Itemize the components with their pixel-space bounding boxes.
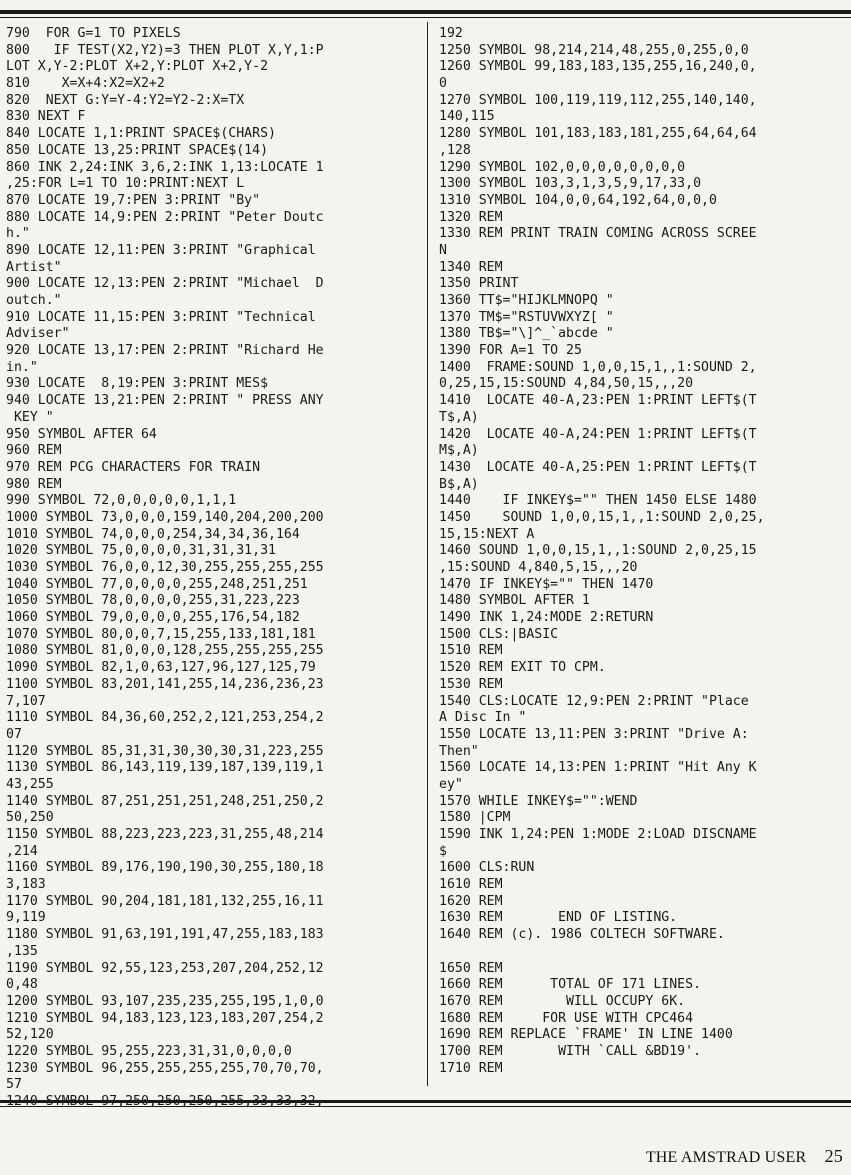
code-line: ,128 — [439, 142, 471, 158]
code-line: 790 FOR G=1 TO PIXELS — [6, 26, 181, 41]
code-line: 1320 REM — [439, 209, 503, 225]
code-line: KEY " — [6, 409, 54, 425]
code-line: 1250 SYMBOL 98,214,214,48,255,0,255,0,0 — [439, 42, 749, 58]
code-line: 1470 IF INKEY$="" THEN 1470 — [439, 576, 654, 592]
code-line: ,15:SOUND 4,840,5,15,,,20 — [439, 560, 638, 575]
code-line: Artist" — [6, 259, 62, 275]
code-line: 900 LOCATE 12,13:PEN 2:PRINT "Michael D — [6, 276, 324, 292]
code-line: 860 INK 2,24:INK 3,6,2:INK 1,13:LOCATE 1 — [6, 159, 324, 175]
bottom-rule-thin — [0, 1106, 851, 1107]
page-number: 25 — [824, 1146, 843, 1166]
code-line: 930 LOCATE 8,19:PEN 3:PRINT MES$ — [6, 376, 269, 392]
code-line: 1650 REM — [439, 960, 503, 976]
code-line: 3,183 — [6, 877, 46, 893]
code-line: h." — [6, 226, 30, 242]
code-line: 1670 REM WILL OCCUPY 6K. — [439, 993, 686, 1009]
code-line: 1090 SYMBOL 82,1,0,63,127,96,127,125,79 — [6, 660, 316, 676]
code-line: 1020 SYMBOL 75,0,0,0,0,31,31,31,31 — [6, 543, 276, 559]
code-line: 830 NEXT F — [6, 109, 86, 125]
code-line: 0 — [439, 76, 447, 92]
code-line: 1690 REM REPLACE `FRAME' IN LINE 1400 — [439, 1027, 733, 1043]
code-line: 1660 REM TOTAL OF 171 LINES. — [439, 977, 702, 993]
code-line: 890 LOCATE 12,11:PEN 3:PRINT "Graphical — [6, 242, 316, 258]
code-line: 1110 SYMBOL 84,36,60,252,2,121,253,254,2 — [6, 710, 324, 726]
code-line: 192 — [439, 26, 463, 41]
code-line: 840 LOCATE 1,1:PRINT SPACE$(CHARS) — [6, 126, 276, 142]
code-line: 970 REM PCG CHARACTERS FOR TRAIN — [6, 459, 261, 475]
code-line: 1000 SYMBOL 73,0,0,0,159,140,204,200,200 — [6, 509, 324, 525]
code-line: 1520 REM EXIT TO CPM. — [439, 660, 606, 676]
code-line — [439, 944, 845, 961]
code-line: 1530 REM — [439, 676, 503, 692]
code-line: 990 SYMBOL 72,0,0,0,0,0,1,1,1 — [6, 493, 237, 509]
code-line: 1680 REM FOR USE WITH CPC464 — [439, 1010, 694, 1026]
code-line: 1140 SYMBOL 87,251,251,251,248,251,250,2 — [6, 793, 324, 809]
code-line: 1330 REM PRINT TRAIN COMING ACROSS SCREE — [439, 226, 757, 242]
top-rule-thick — [0, 10, 851, 14]
code-line: 1220 SYMBOL 95,255,223,31,31,0,0,0,0 — [6, 1043, 292, 1059]
code-line: 1710 REM — [439, 1060, 503, 1076]
code-line: 1120 SYMBOL 85,31,31,30,30,30,31,223,255 — [6, 743, 324, 759]
code-line: 1400 FRAME:SOUND 1,0,0,15,1,,1:SOUND 2, — [439, 359, 757, 375]
code-line: 1420 LOCATE 40-A,24:PEN 1:PRINT LEFT$(T — [439, 426, 757, 442]
code-line: 1500 CLS:|BASIC — [439, 626, 559, 642]
code-line: 1700 REM WITH `CALL &BD19'. — [439, 1043, 702, 1059]
code-line: 880 LOCATE 14,9:PEN 2:PRINT "Peter Doutc — [6, 209, 324, 225]
code-line: A Disc In " — [439, 710, 527, 726]
code-line: 1640 REM (c). 1986 COLTECH SOFTWARE. — [439, 927, 725, 943]
code-line: 1410 LOCATE 40-A,23:PEN 1:PRINT LEFT$(T — [439, 393, 757, 409]
code-line: 1230 SYMBOL 96,255,255,255,255,70,70,70, — [6, 1060, 324, 1076]
code-line: 950 SYMBOL AFTER 64 — [6, 426, 157, 442]
code-line: 1280 SYMBOL 101,183,183,181,255,64,64,64 — [439, 126, 757, 142]
code-line: 980 REM — [6, 476, 62, 492]
code-line: 1450 SOUND 1,0,0,15,1,,1:SOUND 2,0,25, — [439, 509, 765, 525]
code-line: 1440 IF INKEY$="" THEN 1450 ELSE 1480 — [439, 493, 757, 509]
code-line: 50,250 — [6, 810, 54, 826]
code-line: 1080 SYMBOL 81,0,0,0,128,255,255,255,255 — [6, 643, 324, 659]
code-line: 920 LOCATE 13,17:PEN 2:PRINT "Richard He — [6, 343, 324, 359]
code-line: 9,119 — [6, 910, 46, 926]
code-line: 1030 SYMBOL 76,0,0,12,30,255,255,255,255 — [6, 560, 324, 575]
code-line: 1300 SYMBOL 103,3,1,3,5,9,17,33,0 — [439, 176, 702, 192]
code-line: ,135 — [6, 943, 38, 959]
code-line: 810 X=X+4:X2=X2+2 — [6, 76, 165, 92]
code-line: 820 NEXT G:Y=Y-4:Y2=Y2-2:X=TX — [6, 92, 245, 108]
code-line: ,25:FOR L=1 TO 10:PRINT:NEXT L — [6, 176, 245, 192]
code-line: 1130 SYMBOL 86,143,119,139,187,139,119,1 — [6, 760, 324, 776]
code-line: 1610 REM — [439, 877, 503, 893]
code-line: 940 LOCATE 13,21:PEN 2:PRINT " PRESS ANY — [6, 393, 324, 409]
code-line: 1490 INK 1,24:MODE 2:RETURN — [439, 610, 654, 626]
code-line: 0,25,15,15:SOUND 4,84,50,15,,,20 — [439, 376, 694, 392]
code-line: 1060 SYMBOL 79,0,0,0,0,255,176,54,182 — [6, 610, 300, 626]
code-line: B$,A) — [439, 476, 479, 492]
code-line: 1430 LOCATE 40-A,25:PEN 1:PRINT LEFT$(T — [439, 459, 757, 475]
code-line: 1620 REM — [439, 893, 503, 909]
code-line: 43,255 — [6, 776, 54, 792]
code-line: 7,107 — [6, 693, 46, 709]
code-line: 960 REM — [6, 443, 62, 459]
code-line: 1600 CLS:RUN — [439, 860, 535, 876]
code-line: Adviser" — [6, 326, 70, 342]
code-line: 0,48 — [6, 977, 38, 993]
code-line: 800 IF TEST(X2,Y2)=3 THEN PLOT X,Y,1:P — [6, 42, 324, 58]
code-line: 15,15:NEXT A — [439, 526, 535, 542]
code-line: 1460 SOUND 1,0,0,15,1,,1:SOUND 2,0,25,15 — [439, 543, 757, 559]
code-line: 57 — [6, 1077, 22, 1093]
code-line: 1210 SYMBOL 94,183,123,123,183,207,254,2 — [6, 1010, 324, 1026]
code-line: 1360 TT$="HIJKLMNOPQ " — [439, 293, 614, 308]
code-line: 1580 |CPM — [439, 810, 511, 826]
code-line: 1260 SYMBOL 99,183,183,135,255,16,240,0, — [439, 59, 757, 75]
code-line: 910 LOCATE 11,15:PEN 3:PRINT "Technical — [6, 309, 316, 325]
code-line: 1590 INK 1,24:PEN 1:MODE 2:LOAD DISCNAME — [439, 827, 757, 842]
code-line: 1570 WHILE INKEY$="":WEND — [439, 793, 638, 809]
code-line: 1160 SYMBOL 89,176,190,190,30,255,180,18 — [6, 860, 324, 876]
code-line: 07 — [6, 726, 22, 742]
code-line: M$,A) — [439, 443, 479, 459]
top-rule-thin — [0, 17, 851, 18]
code-line: 1270 SYMBOL 100,119,119,112,255,140,140, — [439, 92, 757, 108]
code-line: N — [439, 242, 447, 258]
code-line: 1370 TM$="RSTUVWXYZ[ " — [439, 309, 614, 325]
code-line: 1510 REM — [439, 643, 503, 659]
code-line: T$,A) — [439, 409, 479, 425]
code-line: 870 LOCATE 19,7:PEN 3:PRINT "By" — [6, 192, 261, 208]
code-line: 1200 SYMBOL 93,107,235,235,255,195,1,0,0 — [6, 993, 324, 1009]
code-line: $ — [439, 843, 447, 859]
publication-name: THE AMSTRAD USER — [645, 1149, 807, 1166]
code-line: 1010 SYMBOL 74,0,0,0,254,34,34,36,164 — [6, 526, 300, 542]
code-line: 1480 SYMBOL AFTER 1 — [439, 593, 590, 609]
code-line: 1040 SYMBOL 77,0,0,0,0,255,248,251,251 — [6, 576, 308, 592]
code-line: ey" — [439, 776, 463, 792]
column-divider — [427, 22, 428, 1086]
code-line: 1540 CLS:LOCATE 12,9:PEN 2:PRINT "Place — [439, 693, 749, 709]
code-line: 1630 REM END OF LISTING. — [439, 910, 678, 926]
code-line: ,214 — [6, 843, 38, 859]
page-footer — [646, 1146, 843, 1167]
code-line: 1170 SYMBOL 90,204,181,181,132,255,16,11 — [6, 893, 324, 909]
bottom-rule-thick — [0, 1100, 851, 1103]
code-line: LOT X,Y-2:PLOT X+2,Y:PLOT X+2,Y-2 — [6, 59, 269, 75]
code-line: 850 LOCATE 13,25:PRINT SPACE$(14) — [6, 142, 269, 158]
code-line: 1550 LOCATE 13,11:PEN 3:PRINT "Drive A: — [439, 726, 749, 742]
code-line: 52,120 — [6, 1027, 54, 1043]
code-line: in." — [6, 359, 38, 375]
listing-left-column — [6, 26, 418, 1111]
code-line: 1560 LOCATE 14,13:PEN 1:PRINT "Hit Any K — [439, 760, 757, 776]
code-line: outch." — [6, 293, 62, 308]
code-line: 1050 SYMBOL 78,0,0,0,0,255,31,223,223 — [6, 593, 300, 609]
code-line: 140,115 — [439, 109, 495, 125]
code-line: 1290 SYMBOL 102,0,0,0,0,0,0,0,0 — [439, 159, 686, 175]
code-line: 1340 REM — [439, 259, 503, 275]
code-line: Then" — [439, 743, 479, 759]
code-line: 1380 TB$="\]^_`abcde " — [439, 326, 614, 342]
code-line: 1390 FOR A=1 TO 25 — [439, 343, 582, 359]
code-line: 1070 SYMBOL 80,0,0,7,15,255,133,181,181 — [6, 626, 316, 642]
listing-right-column — [439, 26, 845, 1077]
code-line: 1150 SYMBOL 88,223,223,223,31,255,48,214 — [6, 827, 324, 842]
code-line: 1350 PRINT — [439, 276, 519, 292]
code-line: 1180 SYMBOL 91,63,191,191,47,255,183,183 — [6, 927, 324, 943]
code-line: 1100 SYMBOL 83,201,141,255,14,236,236,23 — [6, 676, 324, 692]
code-line: 1190 SYMBOL 92,55,123,253,207,204,252,12 — [6, 960, 324, 976]
code-line: 1310 SYMBOL 104,0,0,64,192,64,0,0,0 — [439, 192, 717, 208]
